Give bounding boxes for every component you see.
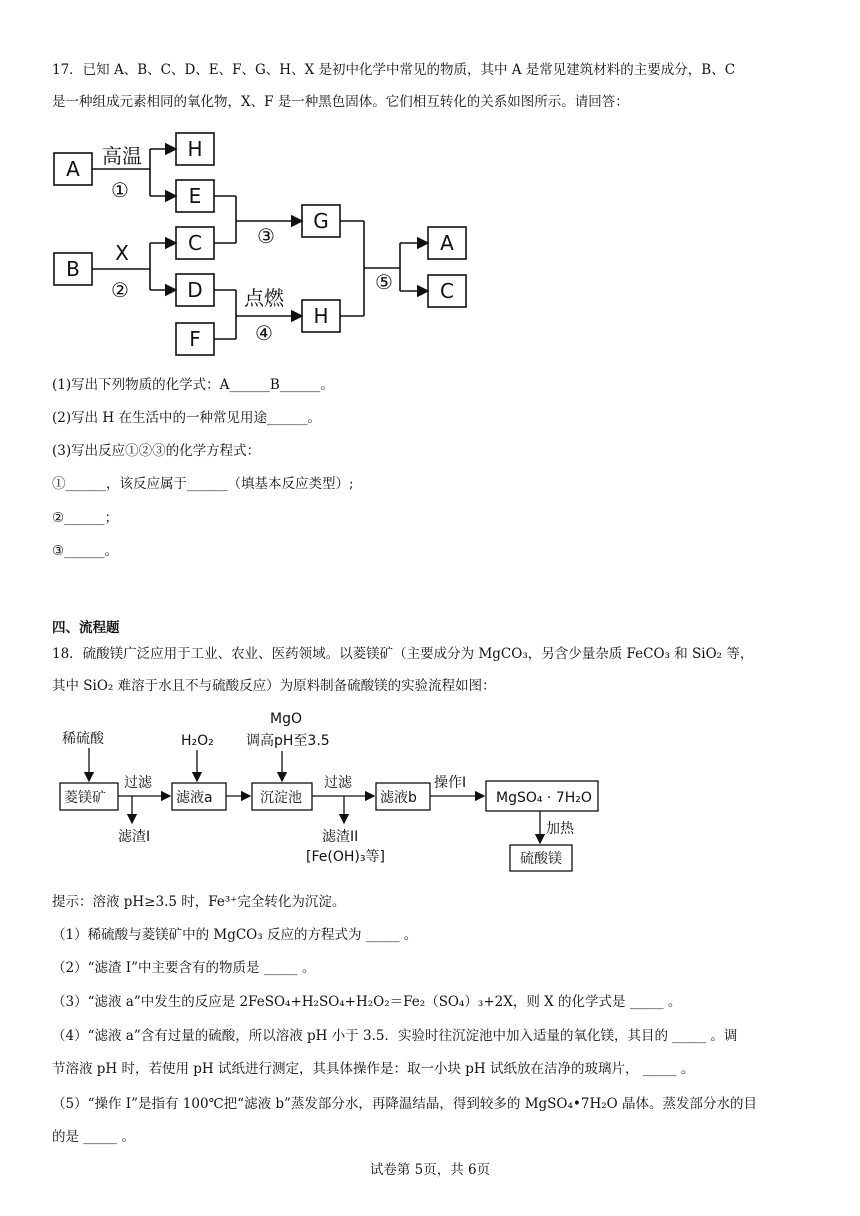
q17-sub3-2: ②______；	[52, 510, 119, 526]
label-reaction-3: ③	[257, 224, 275, 248]
label-reaction-5: ⑤	[375, 270, 393, 294]
box-label-h: H	[187, 137, 203, 161]
q17-sub3-1: ①______，该反应属于______（填基本反应类型）;	[52, 476, 354, 492]
box-label-e: E	[188, 184, 202, 208]
residue-1: 滤渣I	[118, 829, 151, 845]
label-x: X	[115, 241, 129, 265]
reagent-adjust-ph: 调高pH至3.5	[246, 733, 330, 749]
q18-hint: 提示：溶液 pH≥3.5 时，Fe³⁺完全转化为沉淀。	[52, 894, 346, 910]
box-label-c: C	[188, 231, 202, 255]
q18-sub4-line1: （4）“滤液 a”含有过量的硫酸，所以溶液 pH 小于 3.5．实验时往沉淀池中加入适量的氧化镁，其目的 _____ 。调	[52, 1028, 738, 1044]
q18-stem-line2: 其中 SiO₂ 难溶于水且不与硫酸反应）为原料制备硫酸镁的实验流程如图：	[52, 678, 496, 694]
q17-sub1: (1)写出下列物质的化学式：A______B______。	[52, 377, 334, 393]
q18-sub5-line1: （5）“操作 I”是指有 100℃把“滤液 b”蒸发部分水，再降温结晶，得到较多的 MgSO₄•7H₂O 晶体。蒸发部分水的目	[52, 1096, 757, 1112]
q17-relation-diagram	[40, 125, 480, 365]
residue-2-note: [Fe(OH)₃等]	[306, 849, 385, 865]
box-label-h2: H	[313, 304, 329, 328]
q18-sub3: （3）“滤液 a”中发生的反应是 2FeSO₄+H₂SO₄+H₂O₂＝Fe₂（SO₄）₃+2X，则 X 的化学式是 _____ 。	[52, 994, 682, 1010]
box-label-d: D	[187, 278, 203, 302]
section-title: 四、流程题	[52, 620, 120, 636]
q18-sub2: （2）“滤渣 I”中主要含有的物质是 _____ 。	[52, 960, 316, 976]
q17-sub3: (3)写出反应①②③的化学方程式：	[52, 443, 261, 459]
label-heat: 加热	[546, 821, 574, 837]
q18-sub1: （1）稀硫酸与菱镁矿中的 MgCO₃ 反应的方程式为 _____ 。	[52, 927, 418, 943]
box-label-a: A	[66, 157, 80, 181]
q18-sub4-line2: 节溶液 pH 时，若使用 pH 试纸进行测定，其具体操作是：取一小块 pH 试纸放在洁净的玻璃片， _____ 。	[52, 1061, 695, 1077]
box-label-b: B	[66, 257, 80, 281]
reagent-mgo: MgO	[270, 711, 302, 727]
label-reaction-1: ①	[111, 178, 129, 202]
box-hydrate-label: MgSO₄ · 7H₂O	[496, 790, 592, 806]
box-tank-label: 沉淀池	[260, 790, 302, 806]
label-reaction-4: ④	[255, 321, 273, 345]
reagent-dilute-sulfuric-acid: 稀硫酸	[62, 731, 104, 747]
box-product-label: 硫酸镁	[520, 851, 562, 867]
q17-sub3-3: ③______。	[52, 543, 119, 559]
q17-sub2: (2)写出 H 在生活中的一种常见用途______。	[52, 410, 321, 426]
residue-2: 滤渣II	[322, 829, 359, 845]
q18-flow-diagram	[50, 705, 610, 880]
box-ore-label: 菱镁矿	[64, 790, 106, 806]
q17-stem-line1: 17．已知 A、B、C、D、E、F、G、H、X 是初中化学中常见的物质，其中 A 是常见建筑材料的主要成分，B、C	[52, 62, 736, 78]
label-operation-1: 操作I	[434, 775, 467, 791]
label-filter-2: 过滤	[324, 775, 352, 791]
label-dianran: 点燃	[244, 286, 284, 310]
q18-sub5-line2: 的是 _____ 。	[52, 1129, 135, 1145]
q17-stem-line2: 是一种组成元素相同的氧化物，X、F 是一种黑色固体。它们相互转化的关系如图所示。请回答：	[52, 94, 629, 110]
box-label-a2: A	[440, 231, 454, 255]
label-reaction-2: ②	[111, 278, 129, 302]
box-label-c2: C	[440, 279, 454, 303]
box-filtrate-b-label: 滤液b	[380, 790, 417, 806]
label-gaowen: 高温	[102, 144, 142, 168]
page-footer: 试卷第 5页，共 6页	[369, 1162, 491, 1178]
label-filter-1: 过滤	[124, 775, 152, 791]
box-filtrate-a-label: 滤液a	[176, 790, 213, 806]
box-label-g: G	[313, 209, 329, 233]
q18-stem-line1: 18．硫酸镁广泛应用于工业、农业、医药领域。以菱镁矿（主要成分为 MgCO₃，另含少量杂质 FeCO₃ 和 SiO₂ 等，	[52, 646, 754, 662]
box-label-f: F	[189, 327, 201, 351]
reagent-h2o2: H₂O₂	[181, 733, 214, 749]
